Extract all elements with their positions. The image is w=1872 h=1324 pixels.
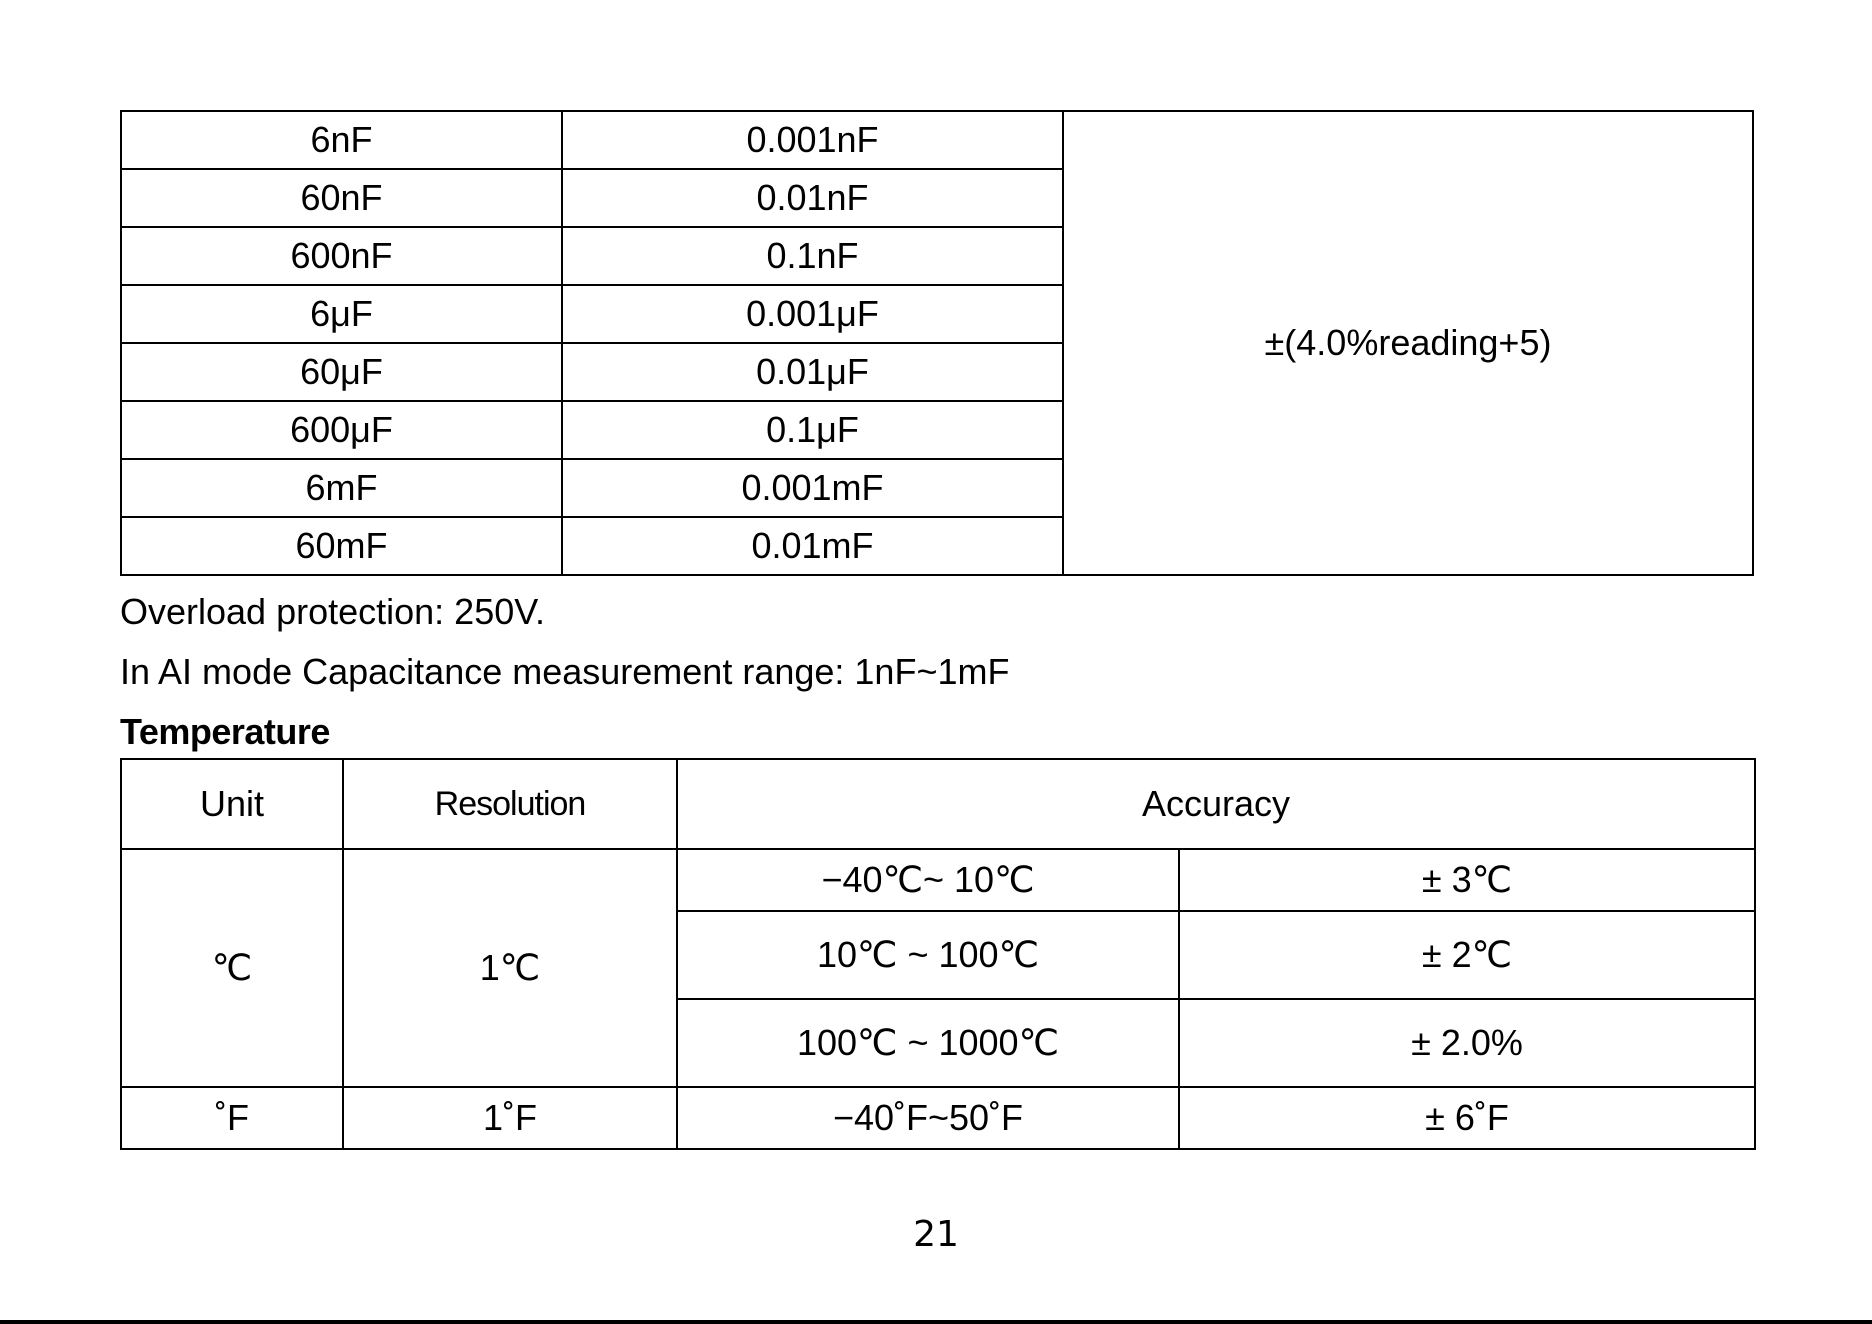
resolution-cell: 0.01mF [562,517,1063,575]
range-cell: −40˚F~50˚F [677,1087,1179,1149]
table-row [121,111,1753,169]
resolution-cell: 1℃ [343,849,677,1087]
range-cell: 10℃ ~ 100℃ [677,911,1179,999]
unit-header: Unit [121,759,343,849]
ai-mode-note: In AI mode Capacitance measurement range: 1nF~1mF [120,651,1010,692]
resolution-cell: 0.01μF [562,343,1063,401]
resolution-cell: 0.001nF [562,111,1063,169]
temperature-spec-table [120,758,1756,1150]
resolution-header: Resolution [343,759,677,849]
unit-cell: ˚F [121,1087,343,1149]
page-number: 21 [913,1214,959,1255]
resolution-cell: 1˚F [343,1087,677,1149]
resolution-cell: 0.1μF [562,401,1063,459]
accuracy-cell: ± 2.0% [1179,999,1755,1087]
unit-cell: ℃ [121,849,343,1087]
range-cell: 100℃ ~ 1000℃ [677,999,1179,1087]
resolution-cell: 0.1nF [562,227,1063,285]
overload-note: Overload protection: 250V. [120,591,545,632]
range-cell: −40℃~ 10℃ [677,849,1179,911]
capacitance-spec-table [120,110,1754,576]
accuracy-cell: ± 6˚F [1179,1087,1755,1149]
range-cell: 6mF [121,459,562,517]
accuracy-header: Accuracy [677,759,1755,849]
range-cell: 6μF [121,285,562,343]
range-cell: 60μF [121,343,562,401]
accuracy-cell: ±(4.0%reading+5) [1063,111,1753,575]
resolution-cell: 0.01nF [562,169,1063,227]
resolution-cell: 0.001mF [562,459,1063,517]
temperature-heading: Temperature [120,711,330,752]
table-row [121,1087,1755,1149]
range-cell: 60nF [121,169,562,227]
table-row [121,849,1755,911]
accuracy-cell: ± 3℃ [1179,849,1755,911]
range-cell: 60mF [121,517,562,575]
range-cell: 600μF [121,401,562,459]
resolution-cell: 0.001μF [562,285,1063,343]
range-cell: 600nF [121,227,562,285]
table-header-row [121,759,1755,849]
bottom-divider [0,1320,1872,1324]
range-cell: 6nF [121,111,562,169]
accuracy-cell: ± 2℃ [1179,911,1755,999]
